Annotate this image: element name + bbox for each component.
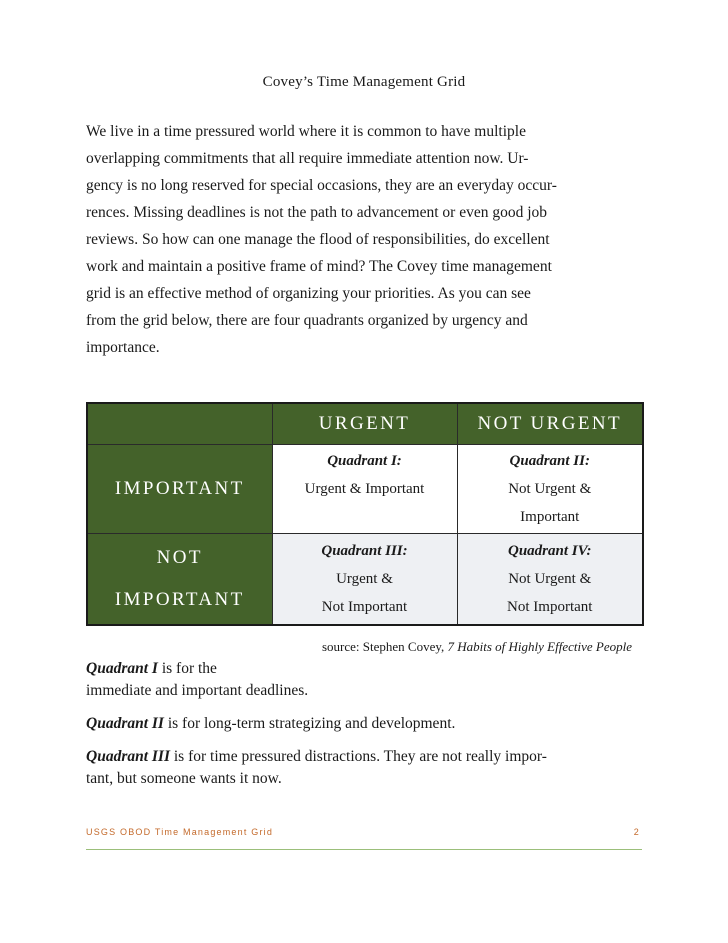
grid-row-not-important [87, 534, 643, 626]
intro-line: rences. Missing deadlines is not the path to advancement or even good job [86, 204, 548, 221]
intro-line: work and maintain a positive frame of mind? The Covey time management [86, 258, 552, 275]
description-text: is for the [157, 660, 217, 677]
column-header-urgent: URGENT [272, 403, 457, 445]
intro-line: overlapping commitments that all require immediate attention now. Ur- [86, 150, 529, 167]
column-header-not-urgent: NOT URGENT [457, 403, 643, 445]
row-header-important [87, 445, 272, 534]
grid-header-row [87, 403, 643, 445]
quadrant-3-text: Not Important [321, 599, 408, 615]
grid-corner-cell [87, 403, 272, 445]
page-footer [86, 827, 642, 837]
description-lead: Quadrant III [86, 748, 170, 765]
quadrant-4-cell [457, 534, 643, 626]
quadrant-3-title: Quadrant III: [321, 543, 408, 559]
quadrant-2-description [86, 713, 646, 735]
quadrant-4-text: Not Important [507, 599, 593, 615]
description-line [86, 746, 646, 768]
description-line [86, 713, 646, 735]
source-book-title: 7 Habits of Highly Effective People [447, 639, 632, 654]
description-text: is for long-term strategizing and development. [163, 715, 456, 732]
quadrant-2-text: Important [520, 509, 580, 525]
quadrant-3-cell [272, 534, 457, 626]
intro-line: importance. [86, 339, 160, 356]
quadrant-3-description [86, 746, 646, 790]
grid-row-important [87, 445, 643, 534]
quadrant-4-title: Quadrant IV: [508, 543, 592, 559]
source-prefix: source: Stephen Covey, [321, 639, 448, 654]
intro-line: reviews. So how can one manage the flood of responsibilities, do excellent [86, 231, 550, 248]
quadrant-2-cell [457, 445, 643, 534]
intro-line: gency is no long reserved for special occasions, they are an everyday occur- [86, 177, 557, 194]
quadrant-1-title: Quadrant I: [327, 453, 402, 469]
row-header-not-important [87, 534, 272, 626]
page-title: Covey’s Time Management Grid [262, 74, 466, 90]
footer-title: USGS OBOD Time Management Grid [86, 827, 274, 837]
quadrant-1-cell [272, 445, 457, 534]
intro-line: We live in a time pressured world where it is common to have multiple [86, 123, 526, 140]
quadrant-3-text: Urgent & [336, 571, 393, 587]
description-line: tant, but someone wants it now. [86, 770, 282, 787]
description-line: immediate and important deadlines. [86, 682, 309, 699]
intro-paragraph [86, 118, 646, 361]
row-header-label: IMPORTANT [114, 589, 245, 610]
quadrant-1-text: Urgent & Important [304, 481, 425, 497]
source-citation [0, 639, 632, 655]
description-text: is for time pressured distractions. They are not really impor- [170, 748, 547, 765]
quadrant-2-title: Quadrant II: [509, 453, 590, 469]
intro-line: grid is an effective method of organizing your priorities. As you can see [86, 285, 531, 302]
description-lead: Quadrant I [86, 660, 158, 677]
quadrant-4-text: Not Urgent & [508, 571, 592, 587]
page-number: 2 [633, 827, 640, 837]
row-header-label: NOT [156, 547, 203, 568]
intro-line: from the grid below, there are four quadrants organized by urgency and [86, 312, 528, 329]
description-line [86, 658, 646, 680]
quadrant-1-description [86, 658, 646, 702]
row-header-label: IMPORTANT [114, 478, 245, 499]
time-management-grid [86, 402, 644, 626]
description-lead: Quadrant II [86, 715, 164, 732]
footer-divider [86, 849, 642, 850]
quadrant-2-text: Not Urgent & [508, 481, 592, 497]
